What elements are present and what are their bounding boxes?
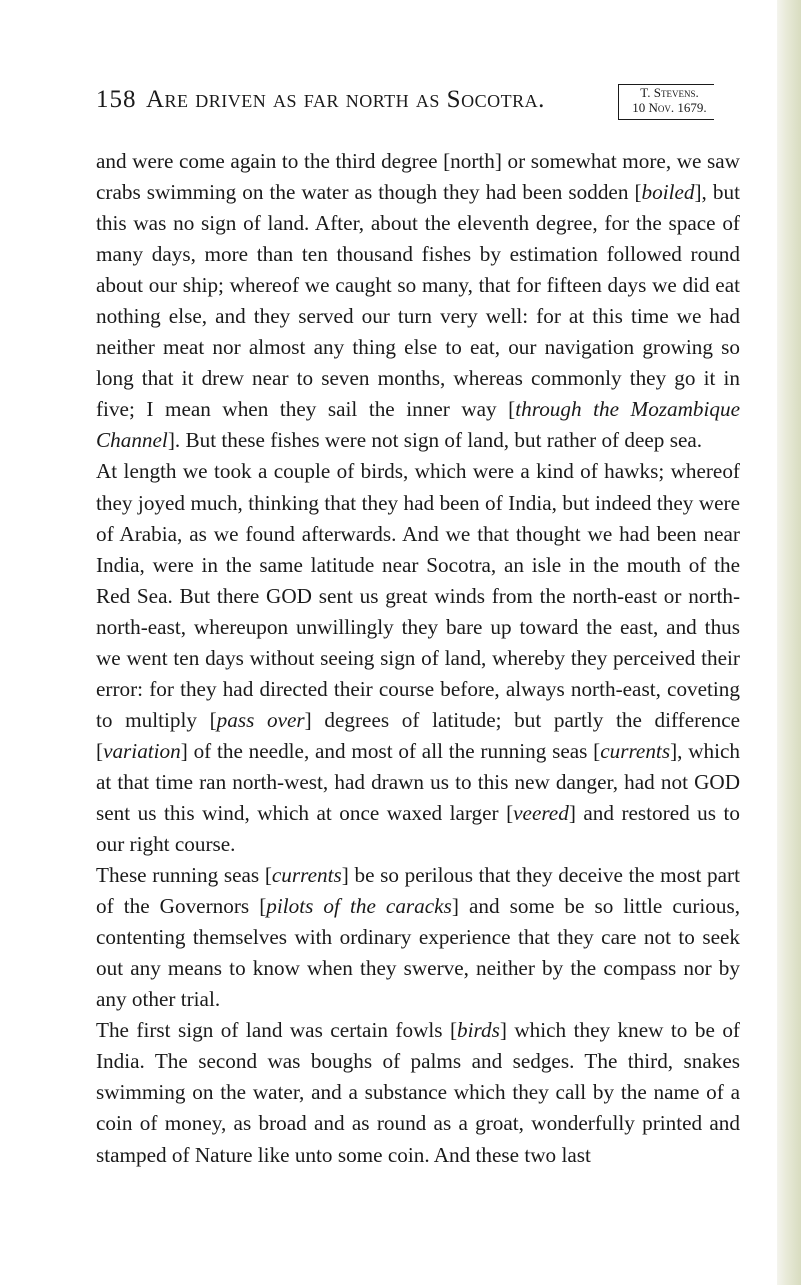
paragraph [96, 1015, 740, 1170]
page-edge [777, 0, 801, 1285]
text-run: ]. But these fishes were not sign of land, but rather of deep sea. [167, 428, 703, 453]
text-run: ] of the needle, and most of all the running seas [ [180, 738, 601, 763]
page-number: 158 [96, 86, 137, 113]
text-run: ] degrees of latitude; but partly the difference [ [96, 707, 741, 763]
text-run: ] and some be so little curious, contenting themselves with ordinary experience that they care not to seek out any means to know when they swerve, neither by the compass nor by any other trial. [96, 894, 740, 1012]
paragraph [96, 860, 740, 1015]
body-text [96, 146, 740, 1171]
text-run: and were come again to the third degree [north] or somewhat more, we saw crabs swimming on the water as though they had been sodden [ [96, 149, 740, 205]
running-head [96, 86, 716, 126]
italic-gloss: veered [513, 800, 569, 825]
text-run: At length we took a couple of birds, which were a kind of hawks; whereof they joyed much, thinking that they had been of India, but indeed they were of Arabia, as we found afterwards. And we that thought we had been near India, were in the same latitude near Socotra, an isle in the mouth of the Red Sea. But there GOD sent us great winds from the north-east or north-north-east, whereupon unwillingly they bare up toward the east, and thus we went ten days without seeing sign of land, whereby they perceived their error: for they had directed their course before, always north-east, coveting to multiply [ [96, 459, 740, 732]
paragraph [96, 456, 740, 860]
side-note [618, 84, 714, 120]
text-run: ] which they knew to be of India. The second was boughs of palms and sedges. The third, snakes swimming on the water, and a substance which they call by the name of a coin of money, as broad and as round as a groat, wonderfully printed and stamped of Nature like unto some coin. And these two last [96, 1018, 740, 1167]
side-note-author: T. Stevens. [640, 85, 699, 100]
text-run: These running seas [ [96, 863, 272, 888]
italic-gloss: currents [271, 863, 342, 888]
italic-gloss: through the Mozambique Channel [96, 397, 740, 453]
italic-gloss: currents [600, 738, 671, 763]
text-run: ] and restored us to our right course. [96, 800, 740, 857]
paragraph [96, 146, 740, 456]
text-run: ], which at that time ran north-west, had drawn us to this new danger, had not GOD sent us this wind, which at once waxed larger [ [96, 738, 740, 825]
italic-gloss: pilots of the caracks [266, 894, 452, 919]
italic-gloss: pass over [216, 707, 305, 732]
side-note-date: 10 Nov. 1679. [632, 100, 707, 115]
italic-gloss: boiled [641, 180, 695, 205]
italic-gloss: birds [457, 1018, 500, 1043]
italic-gloss: variation [103, 738, 181, 763]
text-run: ], but this was no sign of land. After, about the eleventh degree, for the space of many days, more than ten thousand fishes by estimation followed round about our ship; whereof we caught so many, that for fifteen days we did eat nothing else, and they served our turn very well: for at this time we had neither meat nor almost any thing else to eat, our navigation growing so long that it drew near to seven months, whereas commonly they go it in five; I mean when they sail the inner way [ [96, 180, 740, 422]
text-run: ] be so perilous that they deceive the most part of the Governors [ [96, 863, 741, 919]
running-head-title: Are driven as far north as Socotra. [146, 86, 545, 113]
text-run: The first sign of land was certain fowls [ [96, 1018, 458, 1043]
